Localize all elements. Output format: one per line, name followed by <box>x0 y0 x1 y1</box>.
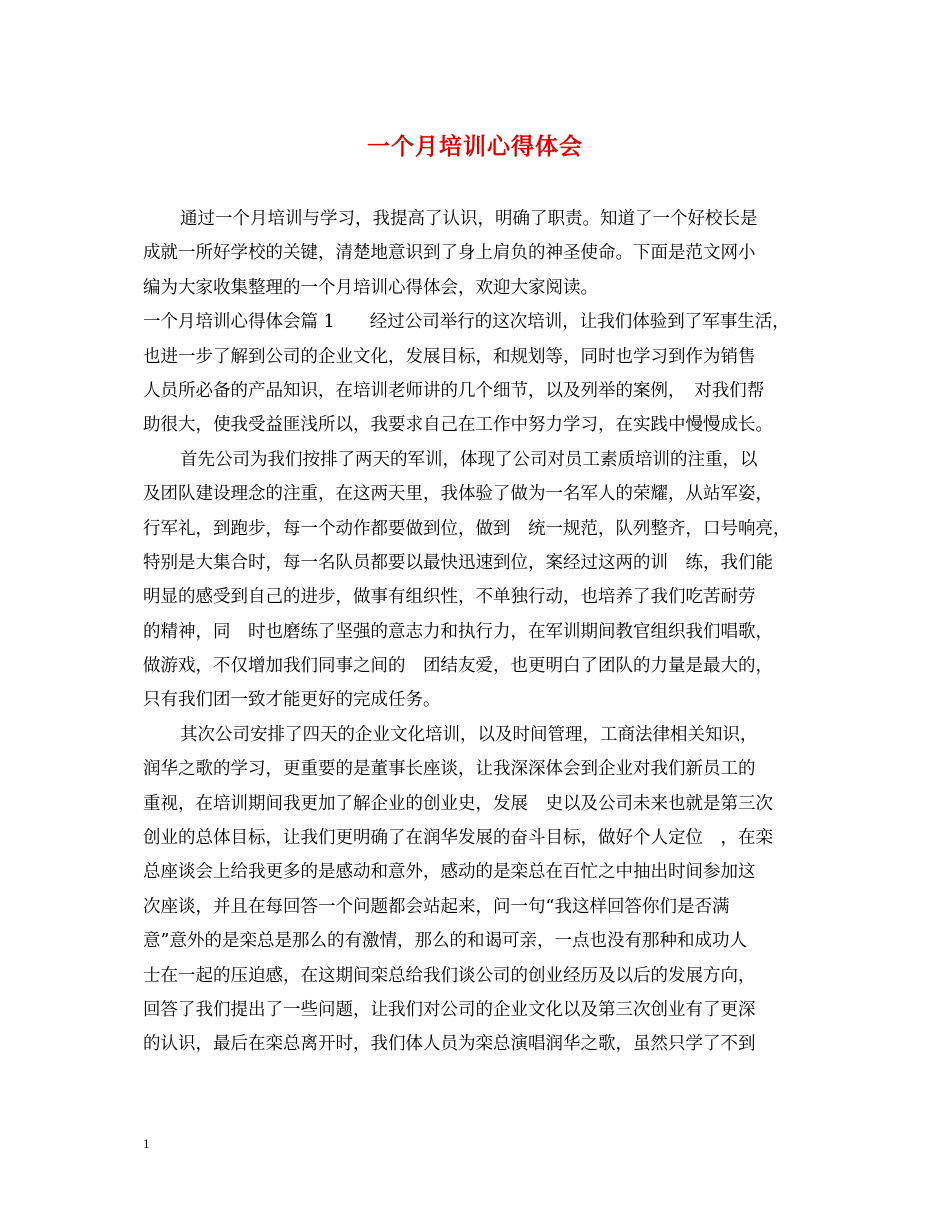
text-line: 助很大，使我受益匪浅所以，我要求自己在工作中努力学习，在实践中慢慢成长。 <box>143 415 773 436</box>
text-line: 行军礼，到跑步，每一个动作都要做到位，做到 统一规范，队列整齐，口号响亮， <box>143 518 791 539</box>
text-line: 明显的感受到自己的进步，做事有组织性，不单独行动，也培养了我们吃苦耐劳 <box>143 587 756 608</box>
text-line: 总座谈会上给我更多的是感动和意外，感动的是栾总在百忙之中抽出时间参加这 <box>143 862 756 883</box>
text-line: 次座谈，并且在每回答一个问题都会站起来，问一句“我这样回答你们是否满 <box>143 896 730 917</box>
text-line: 重视，在培训期间我更加了解企业的创业史，发展 史以及公司未来也就是第三次 <box>143 793 773 814</box>
text-line: 创业的总体目标，让我们更明确了在润华发展的奋斗目标，做好个人定位 ，在栾 <box>143 828 773 849</box>
document-body <box>143 202 823 1062</box>
text-line: 编为大家收集整理的一个月培训心得体会，欢迎大家阅读。 <box>143 277 598 298</box>
text-line: 也进一步了解到公司的企业文化，发展目标，和规划等，同时也学习到作为销售 <box>143 346 756 367</box>
text-line: 士在一起的压迫感，在这期间栾总给我们谈公司的创业经历及以后的发展方向， <box>143 965 756 986</box>
text-line: 只有我们团一致才能更好的完成任务。 <box>143 690 441 711</box>
text-line: 润华之歌的学习，更重要的是董事长座谈，让我深深体会到企业对我们新员工的 <box>143 759 756 780</box>
text-line: 通过一个月培训与学习，我提高了认识，明确了职责。知道了一个好校长是 <box>180 209 758 229</box>
text-line: 特别是大集合时，每一名队员都要以最快迅速到位，案经过这两的训 练，我们能 <box>143 552 773 573</box>
text-line: 的认识，最后在栾总离开时，我们体人员为栾总演唱润华之歌，虽然只学了不到 <box>143 1034 756 1055</box>
text-line: 的精神，同 时也磨练了坚强的意志力和执行力，在军训期间教官组织我们唱歌， <box>143 621 773 642</box>
text-line: 其次公司安排了四天的企业文化培训，以及时间管理，工商法律相关知识， <box>180 724 758 745</box>
text-line: 及团队建设理念的注重，在这两天里，我体验了做为一名军人的荣耀，从站军姿， <box>143 484 773 505</box>
text-line: 回答了我们提出了一些问题，让我们对公司的企业文化以及第三次创业有了更深 <box>143 999 756 1020</box>
document-title: 一个月培训心得体会 <box>367 133 583 160</box>
text-line: 人员所必备的产品知识，在培训老师讲的几个细节，以及列举的案例， 对我们帮 <box>143 380 765 401</box>
text-line: 意”意外的是栾总是那么的有激情，那么的和谒可亲，一点也没有那种和成功人 <box>143 931 747 952</box>
text-line: 做游戏，不仅增加我们同事之间的 团结友爱，也更明白了团队的力量是最大的， <box>143 656 773 677</box>
text-line: 成就一所好学校的关键，清楚地意识到了身上肩负的神圣使命。下面是范文网小 <box>143 243 756 264</box>
text-line: 一个月培训心得体会篇 1 经过公司举行的这次培训，让我们体验到了军事生活， <box>143 312 790 333</box>
page-number: 1 <box>143 1136 150 1151</box>
text-line: 首先公司为我们按排了两天的军训，体现了公司对员工素质培训的注重，以 <box>180 449 758 470</box>
